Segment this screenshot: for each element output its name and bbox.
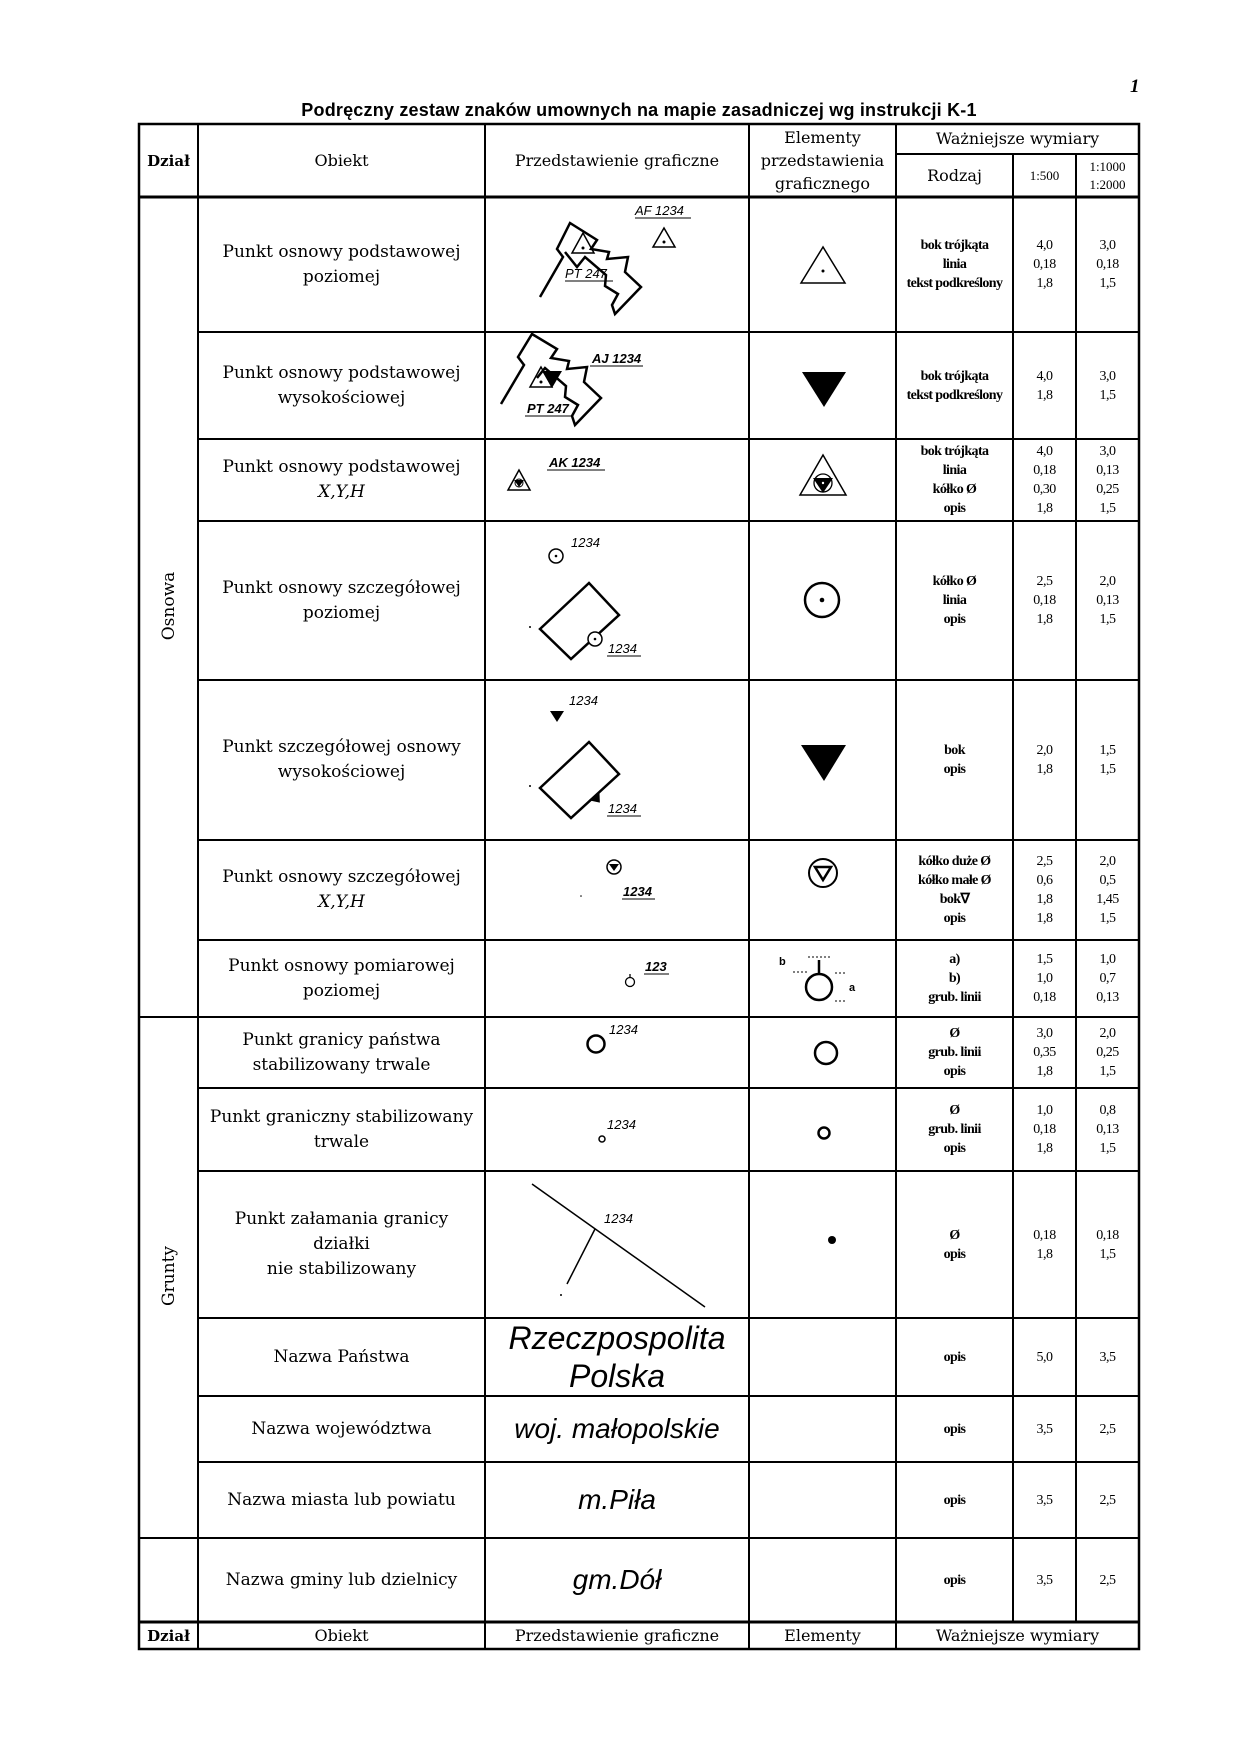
rodzaj-line: kółko Ø [932, 482, 977, 497]
obiekt-line: Punkt osnowy podstawowej [222, 241, 461, 262]
row-obiekt [198, 332, 485, 439]
header-scale-500: 1:500 [1029, 167, 1060, 183]
row-s1000: 3,5 [1099, 1349, 1116, 1365]
graphic-country-name [485, 1318, 749, 1396]
header-elementy-line: Elementy [784, 128, 861, 147]
footer-dzial: Dział [147, 1627, 190, 1645]
rodzaj-line: opis [943, 1141, 966, 1156]
label-123: 123 [645, 959, 667, 974]
row-obiekt [198, 680, 485, 840]
value: 1,8 [1036, 501, 1053, 516]
value: 0,18 [1033, 463, 1056, 478]
header-obiekt: Obiekt [314, 150, 369, 170]
row-s1000 [1076, 840, 1139, 940]
row-s1000 [1076, 197, 1139, 332]
value: 3,0 [1099, 368, 1116, 384]
value: 3,0 [1099, 238, 1116, 253]
row-s500 [1013, 1171, 1076, 1318]
graphic-city-name: m.Piła [578, 1484, 656, 1515]
graphic-measurement-point [485, 940, 749, 1017]
row-rodzaj [896, 439, 1013, 521]
element-triangle-filled [749, 332, 896, 439]
row-obiekt: Nazwa Państwa [273, 1346, 410, 1367]
obiekt-line: Punkt szczegółowej osnowy [222, 737, 461, 757]
rodzaj-line: opis [943, 762, 966, 777]
row-s500 [1013, 1017, 1076, 1088]
page-title: Podręczny zestaw znaków umownych na mapie zasadniczej wg instrukcji K-1 [301, 100, 977, 120]
rodzaj-line: kółko duże Ø [918, 854, 991, 869]
row-obiekt [198, 1017, 485, 1088]
value: 3,0 [1036, 1026, 1053, 1041]
value: 1,5 [1099, 387, 1116, 403]
rodzaj-line: grub. linii [928, 990, 981, 1005]
graphic-detail-xyh [485, 840, 749, 940]
obiekt-line: poziomej [302, 266, 381, 287]
value: 1,5 [1099, 762, 1116, 777]
element-circle-small [749, 1088, 896, 1171]
footer-wymiary: Ważniejsze wymiary [935, 1626, 1100, 1645]
value: 1,5 [1099, 1064, 1116, 1079]
row-s500 [1013, 521, 1076, 680]
value: 0,18 [1033, 257, 1056, 272]
row-rodzaj: opis [943, 1492, 966, 1508]
rodzaj-line: grub. linii [928, 1122, 981, 1137]
rodzaj-line: bok trójkąta [920, 444, 989, 459]
value: 3,0 [1099, 444, 1116, 459]
value: 0,7 [1099, 971, 1116, 986]
rodzaj-line: linia [942, 593, 967, 608]
label-1234: 1234 [608, 801, 637, 816]
rodzaj-line: Ø [949, 1103, 960, 1118]
value: 2,0 [1099, 574, 1116, 589]
row-s1000 [1076, 1088, 1139, 1171]
row-rodzaj [896, 332, 1013, 439]
row-obiekt [198, 1171, 485, 1318]
graphic-detail-horizontal [485, 521, 749, 680]
row-s1000 [1076, 1171, 1139, 1318]
value: 1,8 [1036, 911, 1053, 926]
row-rodzaj [896, 521, 1013, 680]
row-rodzaj: opis [943, 1349, 966, 1365]
row-s500: 3,5 [1036, 1421, 1053, 1437]
rodzaj-line: opis [943, 911, 966, 926]
row-s500 [1013, 197, 1076, 332]
obiekt-line: wysokościowej [277, 387, 406, 408]
obiekt-line: Punkt graniczny stabilizowany [209, 1106, 474, 1127]
header-scale-1000-2000 [1076, 154, 1139, 197]
rodzaj-line: bok trójkąta [920, 238, 989, 253]
label-ak: AK 1234 [549, 455, 601, 470]
value: 1,8 [1036, 276, 1053, 291]
graphic-detail-vertical [485, 680, 749, 840]
footer-elementy: Elementy [784, 1626, 861, 1645]
row-rodzaj [896, 940, 1013, 1017]
header-przedstawienie: Przedstawienie graficzne [514, 150, 720, 170]
element-triangle-circle [749, 439, 896, 521]
header-elementy [749, 124, 896, 197]
obiekt-line: wysokościowej [277, 762, 406, 782]
value: 1,5 [1099, 1246, 1116, 1262]
element-circle-dot [749, 521, 896, 680]
value: 2,5 [1036, 574, 1053, 589]
value: 1,5 [1036, 952, 1053, 967]
label-1234: 1234 [607, 1117, 636, 1132]
value: 4,0 [1036, 368, 1053, 384]
row-rodzaj [896, 1017, 1013, 1088]
value: 0,13 [1096, 593, 1119, 608]
row-rodzaj: opis [943, 1572, 966, 1588]
row-s500 [1013, 1088, 1076, 1171]
row-obiekt [198, 197, 485, 332]
row-rodzaj [896, 680, 1013, 840]
rodzaj-line: opis [943, 501, 966, 516]
graphic-boundary-point [485, 1088, 749, 1171]
rodzaj-line: Ø [949, 1227, 960, 1243]
value: 0,6 [1036, 873, 1053, 888]
obiekt-line: stabilizowany trwale [252, 1054, 431, 1075]
row-obiekt [198, 1088, 485, 1171]
row-s1000 [1076, 680, 1139, 840]
value: 0,18 [1033, 1122, 1056, 1137]
header-rodzaj: Rodzaj [927, 165, 982, 185]
obiekt-line: Punkt osnowy szczegółowej [222, 577, 461, 598]
header-wymiary: Ważniejsze wymiary [935, 129, 1100, 148]
row-obiekt [198, 940, 485, 1017]
row-rodzaj [896, 840, 1013, 940]
value: 1,5 [1099, 743, 1116, 758]
row-rodzaj: opis [943, 1421, 966, 1437]
graphic-basic-vertical [485, 332, 749, 439]
obiekt-line: Punkt granicy państwa [242, 1029, 441, 1050]
value: 1,5 [1099, 911, 1116, 926]
rodzaj-line: opis [943, 1064, 966, 1079]
row-s1000 [1076, 332, 1139, 439]
row-rodzaj [896, 1171, 1013, 1318]
value: 0,18 [1096, 1227, 1119, 1243]
label-1234: 1234 [604, 1211, 633, 1226]
element-triangle-filled-small [749, 680, 896, 840]
label-a: a [849, 982, 856, 994]
row-rodzaj [896, 1088, 1013, 1171]
element-circle-triangle [749, 840, 896, 940]
row-s1000 [1076, 521, 1139, 680]
value: 4,0 [1036, 238, 1053, 253]
value: 0,30 [1033, 482, 1056, 497]
value: 1,5 [1099, 276, 1116, 291]
value: 0,18 [1033, 593, 1056, 608]
rodzaj-line: bok∇ [939, 892, 970, 907]
header-elementy-line: przedstawienia [760, 151, 885, 170]
value: 0,13 [1096, 1122, 1119, 1137]
value: 0,18 [1096, 257, 1119, 272]
value: 0,25 [1096, 1045, 1119, 1060]
rodzaj-line: Ø [949, 1026, 960, 1041]
value: 0,25 [1096, 482, 1119, 497]
rodzaj-line: tekst podkreślony [906, 276, 1003, 291]
obiekt-line: Punkt osnowy podstawowej [222, 362, 461, 383]
value: 1,45 [1096, 892, 1119, 907]
label-1234: 1234 [609, 1022, 638, 1037]
value: 1,8 [1036, 1141, 1053, 1156]
row-s1000 [1076, 439, 1139, 521]
row-s500: 3,5 [1036, 1572, 1053, 1588]
element-measurement-point [749, 940, 896, 1017]
value: 1,8 [1036, 612, 1053, 627]
obiekt-line: trwale [313, 1131, 370, 1152]
value: 1,5 [1099, 612, 1116, 627]
section-grunty: Grunty [159, 1245, 179, 1307]
label-pt: PT 247 [565, 266, 607, 281]
graphic-parcel-break-point [485, 1171, 749, 1318]
label-af: AF 1234 [635, 203, 684, 218]
value: 1,0 [1036, 971, 1053, 986]
value: 0,18 [1033, 990, 1056, 1005]
footer-przedstawienie: Przedstawienie graficzne [514, 1626, 720, 1645]
rodzaj-line: bok [944, 743, 965, 758]
row-s500 [1013, 680, 1076, 840]
row-obiekt [198, 840, 485, 940]
element-dot [749, 1171, 896, 1318]
row-s1000 [1076, 1017, 1139, 1088]
graphic-commune-name: gm.Dół [572, 1564, 662, 1595]
value: 2,0 [1036, 743, 1053, 758]
value: 1,5 [1099, 501, 1116, 516]
value: 2,0 [1099, 1026, 1116, 1041]
rodzaj-line: kółko małe Ø [918, 873, 991, 888]
rodzaj-line: opis [943, 1246, 966, 1262]
element-triangle-outline [749, 197, 896, 332]
obiekt-line: Punkt osnowy podstawowej [222, 457, 461, 477]
obiekt-line: poziomej [302, 980, 381, 1001]
row-s1000: 2,5 [1099, 1572, 1116, 1588]
obiekt-line: X,Y,H [318, 482, 365, 502]
rodzaj-line: kółko Ø [932, 574, 977, 589]
obiekt-line: nie stabilizowany [266, 1259, 417, 1279]
row-rodzaj [896, 197, 1013, 332]
value: 1,8 [1036, 762, 1053, 777]
label-1234: 1234 [571, 535, 600, 550]
value: 1,8 [1036, 387, 1053, 403]
value: 1,0 [1036, 1103, 1053, 1118]
rodzaj-line: linia [942, 257, 967, 272]
rodzaj-line: a) [949, 952, 960, 967]
row-s500 [1013, 840, 1076, 940]
rodzaj-line: tekst podkreślony [906, 387, 1003, 403]
page-number: 1 [1130, 76, 1140, 97]
name-line: Polska [568, 1358, 666, 1394]
rodzaj-line: grub. linii [928, 1045, 981, 1060]
rodzaj-line: linia [942, 463, 967, 478]
value: 0,13 [1096, 990, 1119, 1005]
row-s500 [1013, 332, 1076, 439]
obiekt-line: Punkt osnowy szczegółowej [222, 867, 461, 887]
label-pt: PT 247 [527, 401, 569, 416]
rodzaj-line: bok trójkąta [920, 368, 989, 384]
obiekt-line: Punkt załamania granicy działki [234, 1209, 449, 1254]
row-s500 [1013, 940, 1076, 1017]
value: 1,8 [1036, 892, 1053, 907]
value: 4,0 [1036, 444, 1053, 459]
value: 0,5 [1099, 873, 1116, 888]
row-obiekt: Nazwa województwa [251, 1418, 432, 1439]
value: 1,8 [1036, 1064, 1053, 1079]
value: 1,5 [1099, 1141, 1116, 1156]
label-1234: 1234 [608, 641, 637, 656]
label-1234: 1234 [569, 693, 598, 708]
row-s500 [1013, 439, 1076, 521]
rodzaj-line: b) [948, 971, 961, 986]
obiekt-line: poziomej [302, 602, 381, 623]
row-s1000: 2,5 [1099, 1492, 1116, 1508]
row-s500: 3,5 [1036, 1492, 1053, 1508]
name-line: Rzeczpospolita [508, 1320, 726, 1356]
section-osnowa: Osnowa [159, 571, 179, 641]
row-s1000: 2,5 [1099, 1421, 1116, 1437]
row-obiekt: Nazwa gminy lub dzielnicy [225, 1569, 458, 1590]
value: 0,8 [1099, 1103, 1116, 1118]
header-dzial: Dział [147, 151, 190, 170]
graphic-voivodeship-name: woj. małopolskie [514, 1413, 720, 1444]
label-aj: AJ 1234 [592, 351, 642, 366]
value: 1,8 [1036, 1246, 1053, 1262]
rodzaj-line: opis [943, 612, 966, 627]
footer-obiekt: Obiekt [314, 1626, 369, 1645]
row-s500: 5,0 [1036, 1349, 1053, 1365]
label-1234: 1234 [623, 884, 652, 899]
row-obiekt: Nazwa miasta lub powiatu [227, 1489, 456, 1510]
header-scale-1000: 1:1000 [1089, 158, 1126, 174]
value: 0,13 [1096, 463, 1119, 478]
value: 1,0 [1099, 952, 1116, 967]
graphic-state-boundary-point [485, 1017, 749, 1088]
row-obiekt [198, 439, 485, 521]
obiekt-line: Punkt osnowy pomiarowej [228, 955, 455, 976]
graphic-basic-xyh [485, 439, 749, 521]
header-scale-2000: 1:2000 [1089, 176, 1126, 192]
value: 0,35 [1033, 1045, 1056, 1060]
graphic-basic-horizontal [485, 197, 749, 332]
label-b: b [779, 956, 786, 968]
value: 2,5 [1036, 854, 1053, 869]
row-obiekt [198, 521, 485, 680]
element-circle-large [749, 1017, 896, 1088]
obiekt-line: X,Y,H [318, 892, 365, 912]
header-elementy-line: graficznego [774, 174, 871, 193]
row-s1000 [1076, 940, 1139, 1017]
value: 2,0 [1099, 854, 1116, 869]
value: 0,18 [1033, 1227, 1056, 1243]
